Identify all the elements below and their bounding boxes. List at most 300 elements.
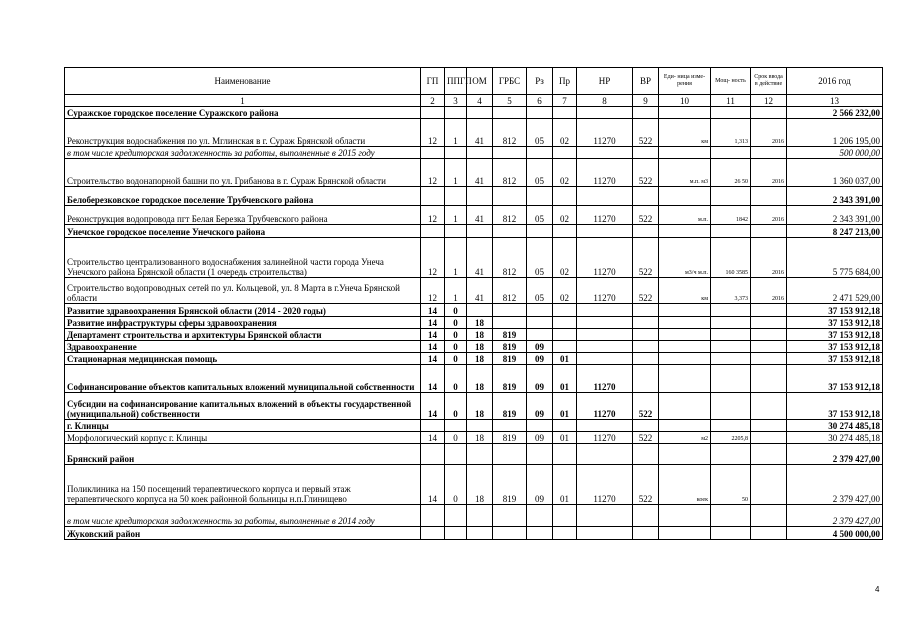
header-power: Мощ- ность [711, 68, 751, 95]
header-vr: ВР [633, 68, 659, 95]
year-cell [751, 420, 787, 432]
name-cell: Стационарная медицинская помощь [65, 353, 421, 365]
amount-cell: 4 500 000,00 [787, 527, 883, 540]
power-cell: 1,313 [711, 119, 751, 147]
om-cell: 41 [467, 119, 493, 147]
rz-cell [527, 107, 553, 119]
vr-cell: 522 [633, 206, 659, 225]
col-number: 2 [421, 95, 445, 107]
unit-cell [659, 225, 711, 238]
ppgp-cell [445, 420, 467, 432]
rz-cell [527, 304, 553, 317]
ppgp-cell [445, 505, 467, 527]
unit-cell [659, 444, 711, 465]
om-cell: 18 [467, 365, 493, 393]
year-cell [751, 304, 787, 317]
name-cell: в том числе кредиторская задолженность за работы, выполненные в 2014 году [65, 505, 421, 527]
ppgp-cell: 0 [445, 329, 467, 341]
grbs-cell [493, 187, 527, 206]
header-pr: Пр [553, 68, 577, 95]
column-number-row [65, 95, 883, 107]
ppgp-cell: 1 [445, 159, 467, 187]
vr-cell [633, 353, 659, 365]
col-number: 11 [711, 95, 751, 107]
vr-cell [633, 304, 659, 317]
ppgp-cell: 0 [445, 341, 467, 353]
rz-cell [527, 329, 553, 341]
nr-cell [577, 317, 633, 329]
amount-cell: 30 274 485,18 [787, 432, 883, 444]
table-row [65, 527, 883, 540]
amount-cell: 37 153 912,18 [787, 317, 883, 329]
table-row [65, 119, 883, 147]
year-cell [751, 187, 787, 206]
pr-cell [553, 444, 577, 465]
table-row [65, 107, 883, 119]
gp-cell [421, 527, 445, 540]
nr-cell [577, 304, 633, 317]
unit-cell [659, 147, 711, 159]
nr-cell [577, 225, 633, 238]
amount-cell: 1 360 037,00 [787, 159, 883, 187]
unit-cell [659, 317, 711, 329]
nr-cell: 11270 [577, 465, 633, 505]
ppgp-cell: 1 [445, 238, 467, 278]
rz-cell: 05 [527, 159, 553, 187]
name-cell: в том числе кредиторская задолженность за работы, выполненные в 2015 году [65, 147, 421, 159]
name-cell: г. Клинцы [65, 420, 421, 432]
rz-cell: 05 [527, 206, 553, 225]
table-row [65, 304, 883, 317]
year-cell: 2016 [751, 119, 787, 147]
col-number: 12 [751, 95, 787, 107]
power-cell: 26 50 [711, 159, 751, 187]
year-cell [751, 317, 787, 329]
table-row [65, 353, 883, 365]
gp-cell: 14 [421, 365, 445, 393]
name-cell: Строительство водонапорной башни по ул. Грибанова в г. Сураж Брянской области [65, 159, 421, 187]
header-om: ОМ [467, 68, 493, 95]
power-cell [711, 444, 751, 465]
nr-cell [577, 527, 633, 540]
rz-cell: 09 [527, 432, 553, 444]
gp-cell [421, 107, 445, 119]
year-cell [751, 432, 787, 444]
grbs-cell: 819 [493, 465, 527, 505]
om-cell [467, 505, 493, 527]
rz-cell: 05 [527, 278, 553, 304]
unit-cell [659, 187, 711, 206]
om-cell: 41 [467, 206, 493, 225]
grbs-cell: 819 [493, 341, 527, 353]
year-cell [751, 353, 787, 365]
nr-cell [577, 341, 633, 353]
om-cell: 18 [467, 341, 493, 353]
year-cell [751, 505, 787, 527]
gp-cell: 12 [421, 119, 445, 147]
power-cell [711, 393, 751, 420]
vr-cell [633, 187, 659, 206]
pr-cell: 01 [553, 365, 577, 393]
nr-cell [577, 444, 633, 465]
pr-cell [553, 187, 577, 206]
grbs-cell [493, 420, 527, 432]
om-cell: 18 [467, 353, 493, 365]
rz-cell: 09 [527, 341, 553, 353]
unit-cell [659, 393, 711, 420]
power-cell [711, 505, 751, 527]
gp-cell: 12 [421, 238, 445, 278]
vr-cell: 522 [633, 159, 659, 187]
unit-cell [659, 505, 711, 527]
unit-cell: км [659, 119, 711, 147]
name-cell: Реконструкция водоснабжения по ул. Мглинская в г. Сураж Брянской области [65, 119, 421, 147]
header-year: Срок ввода в действие [751, 68, 787, 95]
om-cell [467, 420, 493, 432]
year-cell [751, 341, 787, 353]
power-cell [711, 341, 751, 353]
power-cell [711, 147, 751, 159]
grbs-cell [493, 317, 527, 329]
ppgp-cell: 0 [445, 465, 467, 505]
amount-cell: 37 153 912,18 [787, 329, 883, 341]
vr-cell: 522 [633, 393, 659, 420]
om-cell: 41 [467, 159, 493, 187]
power-cell [711, 304, 751, 317]
amount-cell: 37 153 912,18 [787, 365, 883, 393]
grbs-cell: 812 [493, 278, 527, 304]
power-cell [711, 317, 751, 329]
year-cell [751, 365, 787, 393]
vr-cell [633, 225, 659, 238]
ppgp-cell [445, 107, 467, 119]
amount-cell: 2 343 391,00 [787, 206, 883, 225]
vr-cell [633, 329, 659, 341]
name-cell: Поликлиника на 150 посещений терапевтического корпуса и первый этаж терапевтического корпуса на 50 коек районной больницы н.п.Глинищево [65, 465, 421, 505]
table-row [65, 147, 883, 159]
nr-cell: 11270 [577, 393, 633, 420]
gp-cell [421, 420, 445, 432]
pr-cell: 02 [553, 238, 577, 278]
gp-cell [421, 187, 445, 206]
nr-cell: 11270 [577, 119, 633, 147]
power-cell: 2205,8 [711, 432, 751, 444]
om-cell: 41 [467, 278, 493, 304]
unit-cell: км [659, 278, 711, 304]
year-cell [751, 393, 787, 420]
amount-cell: 2 471 529,00 [787, 278, 883, 304]
power-cell: 3,373 [711, 278, 751, 304]
grbs-cell: 819 [493, 365, 527, 393]
table-row [65, 444, 883, 465]
unit-cell [659, 329, 711, 341]
power-cell [711, 353, 751, 365]
header-nr: НР [577, 68, 633, 95]
table-row [65, 393, 883, 420]
amount-cell: 8 247 213,00 [787, 225, 883, 238]
amount-cell: 500 000,00 [787, 147, 883, 159]
name-cell: Здравоохранение [65, 341, 421, 353]
ppgp-cell [445, 147, 467, 159]
grbs-cell: 812 [493, 159, 527, 187]
rz-cell: 05 [527, 238, 553, 278]
rz-cell [527, 147, 553, 159]
power-cell: 50 [711, 465, 751, 505]
unit-cell [659, 365, 711, 393]
grbs-cell [493, 527, 527, 540]
grbs-cell: 812 [493, 119, 527, 147]
name-cell: Реконструкция водопровода пгт Белая Березка Трубчевского района [65, 206, 421, 225]
grbs-cell: 819 [493, 393, 527, 420]
col-number: 8 [577, 95, 633, 107]
name-cell: Строительство водопроводных сетей по ул. Кольцевой, ул. 8 Марта в г.Унеча Брянской области [65, 278, 421, 304]
page-number: 4 [875, 585, 880, 594]
pr-cell: 01 [553, 353, 577, 365]
ppgp-cell [445, 527, 467, 540]
ppgp-cell: 0 [445, 365, 467, 393]
rz-cell [527, 420, 553, 432]
pr-cell: 02 [553, 119, 577, 147]
grbs-cell: 819 [493, 432, 527, 444]
om-cell [467, 304, 493, 317]
power-cell [711, 187, 751, 206]
name-cell: Жуковский район [65, 527, 421, 540]
amount-cell: 30 274 485,18 [787, 420, 883, 432]
unit-cell [659, 420, 711, 432]
amount-cell: 37 153 912,18 [787, 393, 883, 420]
om-cell [467, 225, 493, 238]
pr-cell [553, 505, 577, 527]
table-row [65, 505, 883, 527]
om-cell: 18 [467, 432, 493, 444]
name-cell: Унечское городское поселение Унечского района [65, 225, 421, 238]
rz-cell [527, 187, 553, 206]
pr-cell: 01 [553, 432, 577, 444]
amount-cell: 2 566 232,00 [787, 107, 883, 119]
ppgp-cell: 1 [445, 278, 467, 304]
amount-cell: 2 343 391,00 [787, 187, 883, 206]
name-cell: Софинансирование объектов капитальных вложений муниципальной собственности [65, 365, 421, 393]
grbs-cell: 819 [493, 329, 527, 341]
grbs-cell [493, 444, 527, 465]
table-row [65, 278, 883, 304]
col-number: 1 [65, 95, 421, 107]
pr-cell: 02 [553, 278, 577, 304]
name-cell: Белоберезковское городское поселение Трубчевского района [65, 187, 421, 206]
table-row [65, 225, 883, 238]
year-cell: 2016 [751, 206, 787, 225]
ppgp-cell: 0 [445, 432, 467, 444]
om-cell [467, 527, 493, 540]
ppgp-cell: 0 [445, 304, 467, 317]
om-cell: 18 [467, 317, 493, 329]
amount-cell: 37 153 912,18 [787, 353, 883, 365]
unit-cell: м.п. [659, 206, 711, 225]
table-row [65, 465, 883, 505]
vr-cell: 522 [633, 238, 659, 278]
year-cell [751, 527, 787, 540]
ppgp-cell: 0 [445, 353, 467, 365]
power-cell: 1842 [711, 206, 751, 225]
col-number: 10 [659, 95, 711, 107]
header-grbs: ГРБС [493, 68, 527, 95]
nr-cell: 11270 [577, 278, 633, 304]
pr-cell [553, 527, 577, 540]
power-cell [711, 420, 751, 432]
power-cell: 160 3585 [711, 238, 751, 278]
rz-cell [527, 444, 553, 465]
amount-cell: 37 153 912,18 [787, 341, 883, 353]
gp-cell [421, 147, 445, 159]
gp-cell: 14 [421, 304, 445, 317]
unit-cell: м3/ч м.п. [659, 238, 711, 278]
om-cell [467, 107, 493, 119]
nr-cell: 11270 [577, 238, 633, 278]
vr-cell [633, 444, 659, 465]
grbs-cell [493, 505, 527, 527]
name-cell: Субсидии на софинансирование капитальных вложений в объекты государственной (муниципальной) собственности [65, 393, 421, 420]
year-cell [751, 147, 787, 159]
gp-cell [421, 444, 445, 465]
vr-cell [633, 420, 659, 432]
ppgp-cell [445, 225, 467, 238]
nr-cell [577, 420, 633, 432]
nr-cell [577, 187, 633, 206]
table-row [65, 317, 883, 329]
grbs-cell [493, 147, 527, 159]
rz-cell: 09 [527, 465, 553, 505]
ppgp-cell: 0 [445, 393, 467, 420]
vr-cell [633, 365, 659, 393]
pr-cell: 01 [553, 465, 577, 505]
name-cell: Брянский район [65, 444, 421, 465]
nr-cell [577, 353, 633, 365]
col-number: 13 [787, 95, 883, 107]
om-cell [467, 444, 493, 465]
name-cell: Развитие инфраструктуры сферы здравоохранения [65, 317, 421, 329]
year-cell: 2016 [751, 159, 787, 187]
nr-cell [577, 329, 633, 341]
om-cell: 18 [467, 465, 493, 505]
gp-cell: 14 [421, 465, 445, 505]
vr-cell: 522 [633, 278, 659, 304]
pr-cell [553, 420, 577, 432]
unit-cell [659, 527, 711, 540]
ppgp-cell: 0 [445, 317, 467, 329]
header-unit: Еди- ница изме- рения [659, 68, 711, 95]
rz-cell [527, 527, 553, 540]
pr-cell [553, 304, 577, 317]
unit-cell [659, 304, 711, 317]
col-number: 6 [527, 95, 553, 107]
pr-cell: 02 [553, 159, 577, 187]
gp-cell: 14 [421, 341, 445, 353]
gp-cell: 12 [421, 159, 445, 187]
amount-cell: 37 153 912,18 [787, 304, 883, 317]
nr-cell [577, 147, 633, 159]
table-row [65, 159, 883, 187]
name-cell: Морфологический корпус г. Клинцы [65, 432, 421, 444]
name-cell: Департамент строительства и архитектуры Брянской области [65, 329, 421, 341]
col-number: 9 [633, 95, 659, 107]
vr-cell [633, 505, 659, 527]
gp-cell: 14 [421, 329, 445, 341]
power-cell [711, 329, 751, 341]
nr-cell: 11270 [577, 159, 633, 187]
gp-cell: 14 [421, 317, 445, 329]
col-number: 3 [445, 95, 467, 107]
gp-cell: 14 [421, 353, 445, 365]
year-cell: 2016 [751, 278, 787, 304]
year-cell [751, 107, 787, 119]
gp-cell [421, 225, 445, 238]
pr-cell [553, 317, 577, 329]
grbs-cell: 819 [493, 353, 527, 365]
table-row [65, 420, 883, 432]
header-row [65, 68, 883, 95]
vr-cell [633, 341, 659, 353]
table-row [65, 365, 883, 393]
gp-cell: 12 [421, 206, 445, 225]
om-cell [467, 147, 493, 159]
amount-cell: 1 206 195,00 [787, 119, 883, 147]
table-row [65, 432, 883, 444]
amount-cell: 2 379 427,00 [787, 505, 883, 527]
nr-cell: 11270 [577, 365, 633, 393]
power-cell [711, 365, 751, 393]
grbs-cell [493, 225, 527, 238]
col-number: 5 [493, 95, 527, 107]
power-cell [711, 225, 751, 238]
header-name: Наименование [65, 68, 421, 95]
gp-cell: 12 [421, 278, 445, 304]
rz-cell [527, 317, 553, 329]
unit-cell [659, 341, 711, 353]
vr-cell [633, 527, 659, 540]
rz-cell: 09 [527, 353, 553, 365]
grbs-cell [493, 107, 527, 119]
rz-cell: 05 [527, 119, 553, 147]
gp-cell [421, 505, 445, 527]
name-cell: Строительство централизованного водоснабжения залинейной части города Унеча Унечского района Брянской области (1 очередь строительства) [65, 238, 421, 278]
header-gp: ГП [421, 68, 445, 95]
vr-cell [633, 107, 659, 119]
nr-cell [577, 107, 633, 119]
header-rz: Рз [527, 68, 553, 95]
budget-table [64, 67, 883, 540]
pr-cell [553, 147, 577, 159]
gp-cell: 14 [421, 393, 445, 420]
rz-cell: 09 [527, 365, 553, 393]
amount-cell: 2 379 427,00 [787, 465, 883, 505]
unit-cell [659, 107, 711, 119]
om-cell: 18 [467, 329, 493, 341]
vr-cell: 522 [633, 465, 659, 505]
rz-cell: 09 [527, 393, 553, 420]
gp-cell: 14 [421, 432, 445, 444]
grbs-cell [493, 304, 527, 317]
header-amount: 2016 год [787, 68, 883, 95]
pr-cell [553, 329, 577, 341]
rz-cell [527, 505, 553, 527]
ppgp-cell: 1 [445, 206, 467, 225]
year-cell [751, 465, 787, 505]
pr-cell [553, 225, 577, 238]
col-number: 7 [553, 95, 577, 107]
header-ppgp: ППГП [445, 68, 467, 95]
grbs-cell: 812 [493, 206, 527, 225]
ppgp-cell [445, 444, 467, 465]
